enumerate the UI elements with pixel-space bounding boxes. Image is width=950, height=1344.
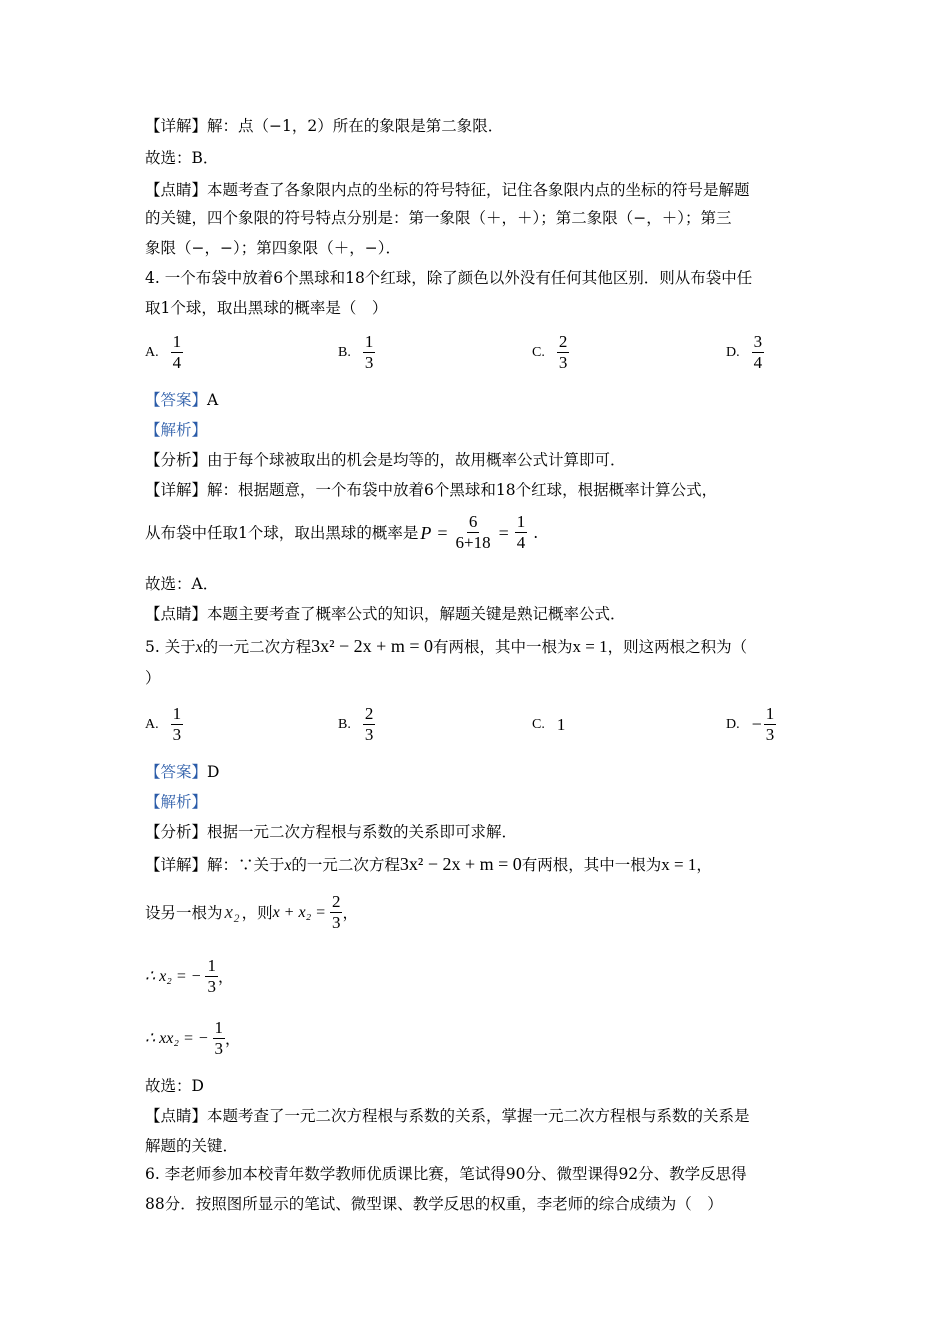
q4-stem-line1: 4. 一个布袋中放着6个黑球和18个红球，除了颜色以外没有任何其他区别．则从布袋中任 xyxy=(145,269,753,287)
q5-step2: ∴ x₂ = − $\frac{1}{3}$ ， xyxy=(145,956,234,996)
option-fraction: $\frac{1}{4}$ xyxy=(172,332,182,372)
q4-choice: 故选：A． xyxy=(145,575,219,593)
option-fraction: $\frac{2}{3}$ xyxy=(364,704,374,744)
q4-option-c xyxy=(532,332,569,373)
formula-fraction-2: $\frac{1}{4}$ xyxy=(516,512,526,552)
q4-option-a xyxy=(145,332,183,373)
q5-stem-line2: ） xyxy=(145,669,161,687)
q5-detail-line1: 【详解】解：∵关于x的一元二次方程3x² − 2x + m = 0有两根，其中一根为x = 1， xyxy=(145,854,712,874)
option-label: A. xyxy=(145,344,159,360)
q5-note-line2: 解题的关键． xyxy=(145,1137,239,1155)
q6-stem-line1: 6. 李老师参加本校青年数学教师优质课比赛，笔试得90分、微型课得92分、教学反思得 xyxy=(145,1165,747,1183)
option-label: B. xyxy=(338,344,351,360)
option-fraction: $\frac{3}{4}$ xyxy=(753,332,763,372)
q5-analysis-tag: 【解析】 xyxy=(145,793,208,811)
q4-detail-line1: 【详解】解：根据题意，一个布袋中放着6个黑球和18个红球，根据概率计算公式， xyxy=(145,481,718,499)
option-label: D. xyxy=(726,716,740,732)
q5-note-line1: 【点睛】本题考查了一元二次方程根与系数的关系，掌握一元二次方程根与系数的关系是 xyxy=(145,1107,750,1125)
prev-choice: 故选：B． xyxy=(145,149,219,167)
step2-fraction: $\frac{1}{3}$ xyxy=(207,956,216,996)
step3-fraction: $\frac{1}{3}$ xyxy=(214,1018,224,1058)
q5-step3: ∴ xx₂ = − $\frac{1}{3}$ ， xyxy=(145,1018,241,1058)
q5-stem-line1: 5. 关于x的一元二次方程3x² − 2x + m = 0有两根，其中一根为x = 1，则这两根之积为（ xyxy=(145,636,748,656)
q4-option-d xyxy=(726,332,764,373)
q4-option-b xyxy=(338,332,375,373)
q5-option-d xyxy=(726,704,776,745)
prev-note-line1: 【点睛】本题考查了各象限内点的坐标的符号特征，记住各象限内点的坐标的符号是解题 xyxy=(145,181,750,199)
prev-note-line2: 的关键，四个象限的符号特点分别是：第一象限（＋，＋）；第二象限（−，＋）；第三 xyxy=(145,209,732,227)
option-fraction: $\frac{1}{3}$ xyxy=(172,704,182,744)
option-value: 1 xyxy=(556,715,566,734)
q5-option-b xyxy=(338,704,375,745)
q4-fenxi: 【分析】由于每个球被取出的机会是均等的，故用概率公式计算即可． xyxy=(145,451,626,469)
q6-stem-line2: 88分．按照图所显示的笔试、微型课、教学反思的权重，李老师的综合成绩为（ ） xyxy=(145,1195,723,1213)
prev-note-line3: 象限（−，−）；第四象限（＋，−）． xyxy=(145,239,401,257)
q5-fenxi: 【分析】根据一元二次方程根与系数的关系即可求解． xyxy=(145,823,518,841)
option-fraction: $\frac{1}{3}$ xyxy=(364,332,374,372)
option-fraction: $\frac{1}{3}$ xyxy=(765,704,775,744)
option-label: D. xyxy=(726,344,740,360)
option-label: C. xyxy=(532,344,545,360)
q4-detail-line2: 从布袋中任取1个球，取出黑球的概率是 P = $\frac{6}{6+18}$ = $\frac{1}{4}$ . xyxy=(145,512,539,552)
q4-stem-line2: 取1个球，取出黑球的概率是（ ） xyxy=(145,299,388,317)
option-sign: − xyxy=(751,714,762,734)
q5-option-a xyxy=(145,704,183,745)
q5-step1: 设另一根为 x₂ ，则 x + x₂ = $\frac{2}{3}$ ， xyxy=(145,892,358,932)
q4-analysis-tag: 【解析】 xyxy=(145,421,208,439)
option-label: C. xyxy=(532,717,545,732)
q4-note: 【点睛】本题主要考查了概率公式的知识，解题关键是熟记概率公式． xyxy=(145,605,626,623)
step1-fraction: $\frac{2}{3}$ xyxy=(331,892,341,932)
q5-choice: 故选：D xyxy=(145,1077,204,1095)
option-label: A. xyxy=(145,716,159,732)
q5-option-c xyxy=(532,715,565,735)
option-label: B. xyxy=(338,716,351,732)
formula-fraction-1: $\frac{6}{6+18}$ xyxy=(455,512,491,552)
q4-answer: 【答案】A xyxy=(145,391,219,409)
q5-answer: 【答案】D xyxy=(145,763,220,781)
prev-detail: 【详解】解：点（−1，2）所在的象限是第二象限． xyxy=(145,117,504,135)
option-fraction: $\frac{2}{3}$ xyxy=(558,332,568,372)
